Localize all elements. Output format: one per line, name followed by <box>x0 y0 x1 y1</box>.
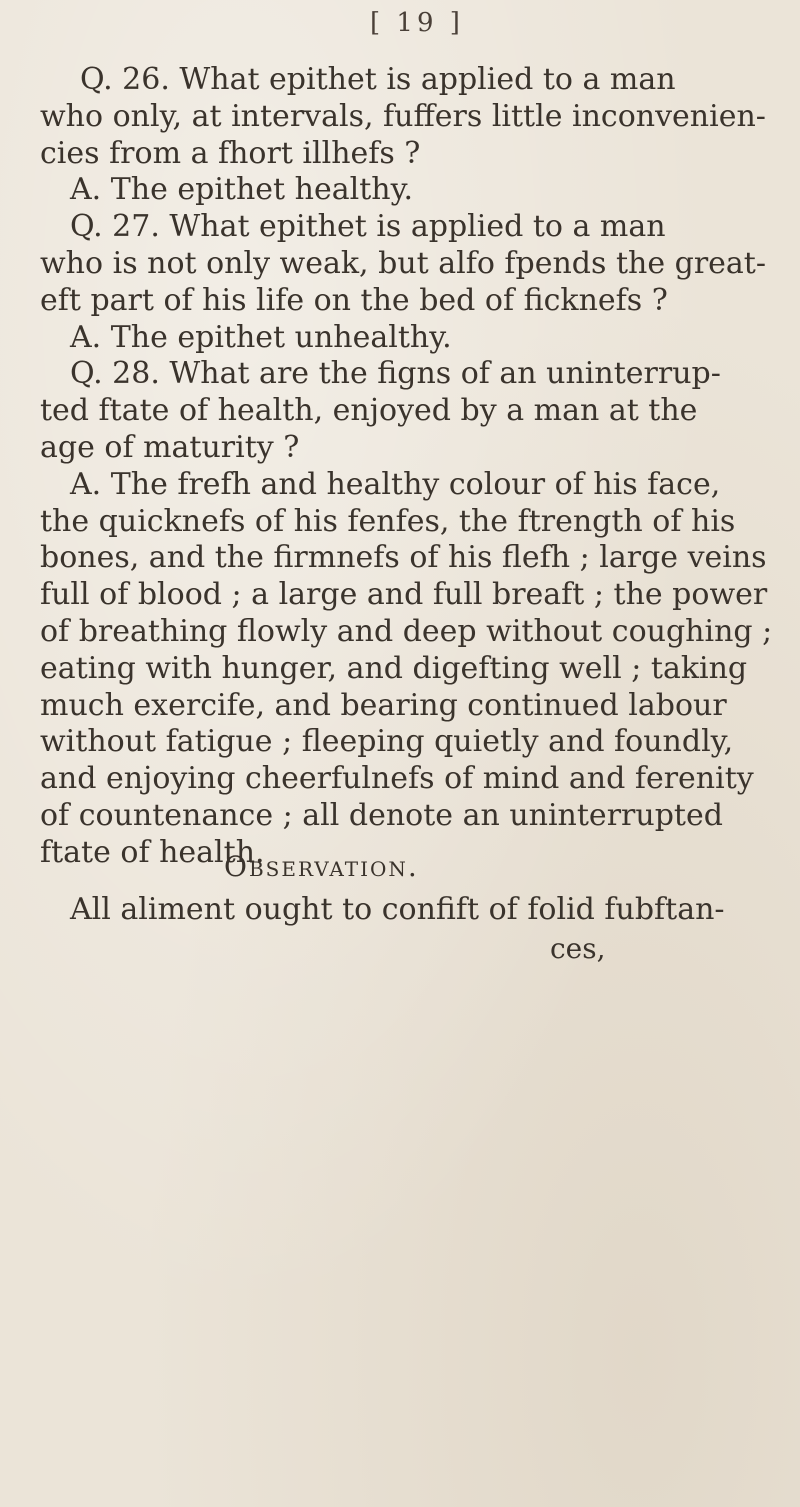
text-line: eating with hunger, and digefting well ; taking <box>40 650 748 686</box>
text-line: full of blood ; a large and full breaft ; the power <box>40 577 768 613</box>
observation-text <box>40 892 800 929</box>
text-line: All aliment ought to confift of folid fubftan- <box>70 892 725 927</box>
text-line: and enjoying cheerfulnefs of mind and ferenity <box>40 761 754 797</box>
text-line: bones, and the firmnefs of his flefh ; large veins <box>40 540 767 576</box>
text-line: Q. 27. What epithet is applied to a man <box>70 209 666 245</box>
text-line: without fatigue ; fleeping quietly and foundly, <box>40 724 734 760</box>
text-line: of countenance ; all denote an uninterrupted <box>40 797 723 833</box>
page-number: [ 19 ] <box>370 8 464 38</box>
text-line: Q. 28. What are the figns of an uninterrup- <box>70 356 721 392</box>
text-line: the quicknefs of his fenfes, the ftrength of his <box>40 503 736 539</box>
main-text <box>40 62 800 872</box>
text-line: much exercife, and bearing continued labour <box>40 687 727 723</box>
text-line: A. The epithet healthy. <box>70 172 414 208</box>
text-line: cies from a fhort illhefs ? <box>40 135 421 171</box>
text-line: age of maturity ? <box>40 429 300 465</box>
text-line: A. The epithet unhealthy. <box>70 319 452 355</box>
text-line: who is not only weak, but alfo fpends the great- <box>40 245 766 281</box>
text-line: Q. 26. What epithet is applied to a man <box>80 62 676 97</box>
text-line: of breathing flowly and deep without coughing ; <box>40 613 773 649</box>
section-heading: Observation. <box>224 850 419 883</box>
text-line: eft part of his life on the bed of ficknefs ? <box>40 282 668 318</box>
catchword: ces, <box>550 932 606 965</box>
text-line: ftate of health. <box>40 834 265 870</box>
text-line: who only, at intervals, fuffers little inconvenien- <box>40 98 766 134</box>
text-line: A. The frefh and healthy colour of his face, <box>70 466 721 502</box>
text-line: ted ftate of health, enjoyed by a man at the <box>40 393 698 429</box>
